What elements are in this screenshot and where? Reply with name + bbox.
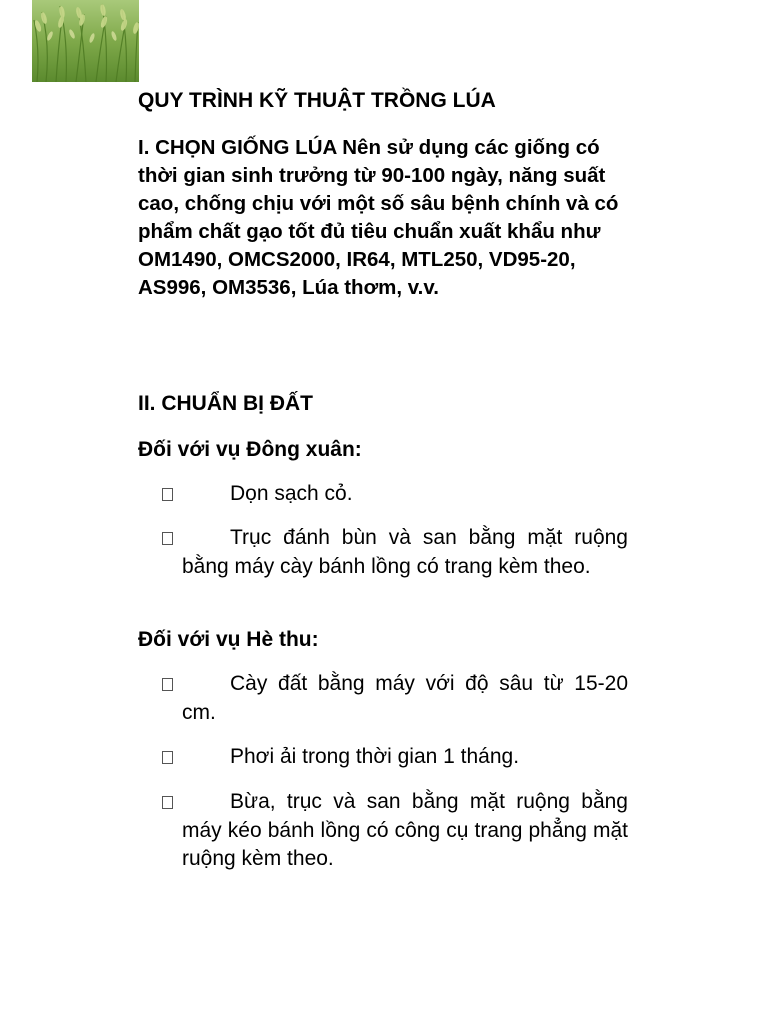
checkbox-bullet-icon [162, 751, 173, 764]
list-item-text: Trục đánh bùn và san bằng mặt ruộng bằng máy cày bánh lồng có trang kèm theo. [182, 526, 628, 578]
list-item-text: Bừa, trục và san bằng mặt ruộng bằng máy kéo bánh lồng có công cụ trang phẳng mặt ruộng kèm theo. [182, 790, 628, 870]
list-item [162, 788, 628, 874]
checkbox-bullet-icon [162, 532, 173, 545]
he-thu-heading: Đối với vụ Hè thu: [138, 628, 319, 651]
list-item [162, 524, 628, 581]
list-item [162, 743, 628, 772]
list-item [162, 670, 628, 727]
list-item [162, 480, 628, 509]
checkbox-bullet-icon [162, 678, 173, 691]
document-title: QUY TRÌNH KỸ THUẬT TRỒNG LÚA [138, 89, 496, 112]
checkbox-bullet-icon [162, 488, 173, 501]
section-2-heading: II. CHUẨN BỊ ĐẤT [138, 392, 313, 415]
rice-field-image [32, 0, 139, 82]
list-item-text: Dọn sạch cỏ. [230, 482, 353, 505]
section-1 [138, 134, 630, 302]
section-1-body: Nên sử dụng các giống có thời gian sinh trưởng từ 90-100 ngày, năng suất cao, chống chịu với một số sâu bệnh chính và có phẩm chất gạo tốt đủ tiêu chuẩn xuất khẩu như OM1490, OMCS2000, IR64, MTL250, VD95-20, AS996, OM3536, Lúa thơm, v.v. [138, 136, 619, 299]
list-item-text: Cày đất bằng máy với độ sâu từ 15-20 cm. [182, 672, 628, 724]
dong-xuan-heading: Đối với vụ Đông xuân: [138, 438, 362, 461]
list-item-text: Phơi ải trong thời gian 1 tháng. [230, 745, 520, 768]
checkbox-bullet-icon [162, 796, 173, 809]
section-1-heading: I. CHỌN GIỐNG LÚA [138, 136, 337, 159]
